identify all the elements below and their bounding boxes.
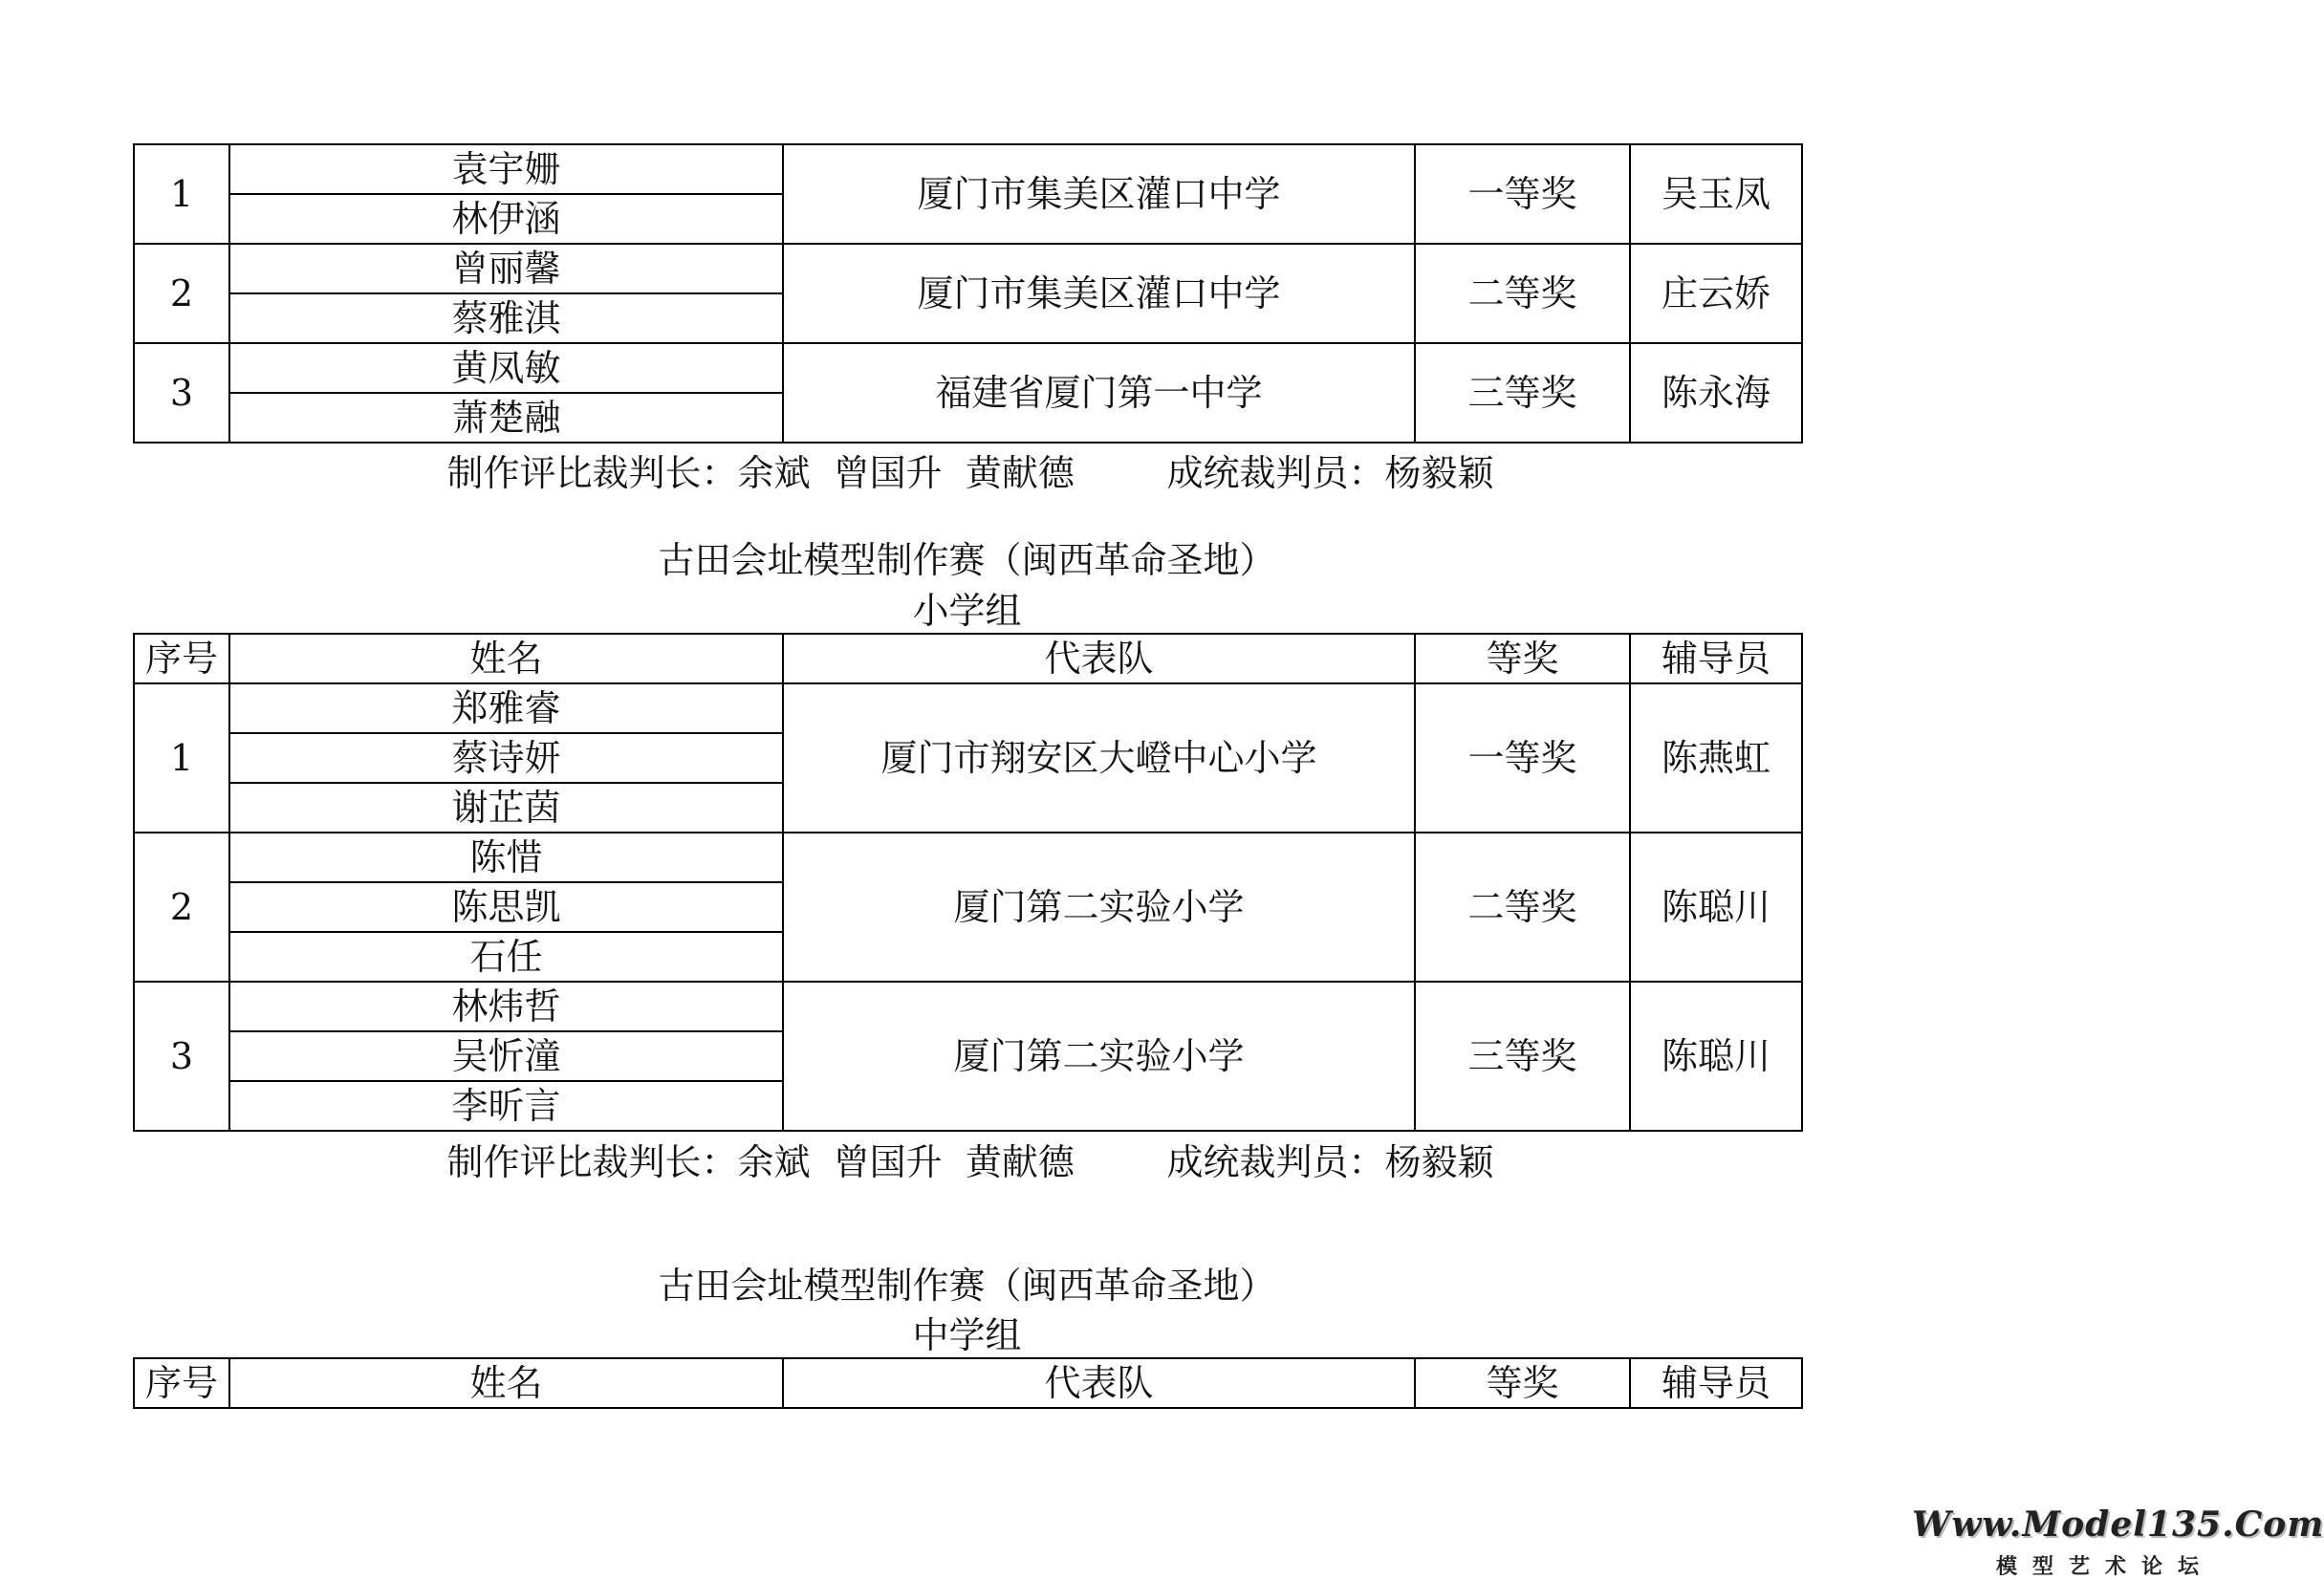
member-name: 陈思凯 — [229, 882, 783, 932]
team-name: 厦门市集美区灌口中学 — [783, 144, 1415, 244]
coach-name: 陈永海 — [1630, 343, 1802, 443]
table-row — [134, 833, 1802, 882]
section2-table — [133, 633, 1803, 1132]
coach-name: 庄云娇 — [1630, 244, 1802, 343]
member-name: 林伊涵 — [229, 194, 783, 244]
member-name: 郑雅睿 — [229, 683, 783, 733]
header-award: 等奖 — [1415, 1358, 1630, 1408]
header-coach: 辅导员 — [1630, 634, 1802, 683]
table-row — [134, 343, 1802, 393]
member-name: 石任 — [229, 932, 783, 982]
award-level: 三等奖 — [1415, 343, 1630, 443]
table-row — [134, 982, 1802, 1031]
judges-footer: 制作评比裁判长：余斌 曾国升 黄献德 成统裁判员：杨毅颖 — [446, 452, 1494, 494]
team-name: 厦门市翔安区大嶝中心小学 — [783, 683, 1415, 833]
team-name: 厦门第二实验小学 — [783, 982, 1415, 1131]
award-level: 二等奖 — [1415, 244, 1630, 343]
watermark-url: Www.Model135.Com — [1912, 1504, 2324, 1545]
member-name: 萧楚融 — [229, 393, 783, 443]
header-name: 姓名 — [229, 634, 783, 683]
row-number: 3 — [134, 343, 229, 443]
coach-name: 吴玉凤 — [1630, 144, 1802, 244]
section-subtitle: 小学组 — [912, 590, 1022, 632]
row-number: 1 — [134, 683, 229, 833]
member-name: 吴忻潼 — [229, 1031, 783, 1081]
award-level: 一等奖 — [1415, 144, 1630, 244]
header-coach: 辅导员 — [1630, 1358, 1802, 1408]
header-team: 代表队 — [783, 634, 1415, 683]
table-row — [134, 244, 1802, 293]
header-no: 序号 — [134, 634, 229, 683]
section-title: 古田会址模型制作赛（闽西革命圣地） — [658, 1265, 1276, 1307]
row-number: 1 — [134, 144, 229, 244]
row-number: 2 — [134, 244, 229, 343]
section-title: 古田会址模型制作赛（闽西革命圣地） — [658, 539, 1276, 581]
table-row — [134, 144, 1802, 194]
row-number: 3 — [134, 982, 229, 1131]
coach-name: 陈聪川 — [1630, 982, 1802, 1131]
table-header-row — [134, 1358, 1802, 1408]
table-header-row — [134, 634, 1802, 683]
member-name: 谢芷茵 — [229, 783, 783, 833]
team-name: 福建省厦门第一中学 — [783, 343, 1415, 443]
header-name: 姓名 — [229, 1358, 783, 1408]
award-level: 二等奖 — [1415, 833, 1630, 982]
member-name: 蔡诗妍 — [229, 733, 783, 783]
member-name: 陈惜 — [229, 833, 783, 882]
member-name: 蔡雅淇 — [229, 293, 783, 343]
judges-footer: 制作评比裁判长：余斌 曾国升 黄献德 成统裁判员：杨毅颖 — [446, 1141, 1494, 1183]
award-level: 三等奖 — [1415, 982, 1630, 1131]
member-name: 袁宇姗 — [229, 144, 783, 194]
member-name: 曾丽馨 — [229, 244, 783, 293]
header-award: 等奖 — [1415, 634, 1630, 683]
coach-name: 陈燕虹 — [1630, 683, 1802, 833]
award-level: 一等奖 — [1415, 683, 1630, 833]
header-no: 序号 — [134, 1358, 229, 1408]
row-number: 2 — [134, 833, 229, 982]
header-team: 代表队 — [783, 1358, 1415, 1408]
team-name: 厦门第二实验小学 — [783, 833, 1415, 982]
table-row — [134, 683, 1802, 733]
member-name: 林炜哲 — [229, 982, 783, 1031]
member-name: 李昕言 — [229, 1081, 783, 1131]
coach-name: 陈聪川 — [1630, 833, 1802, 982]
section1-table — [133, 143, 1803, 444]
member-name: 黄凤敏 — [229, 343, 783, 393]
watermark-caption: 模型艺术论坛 — [1995, 1554, 2214, 1579]
team-name: 厦门市集美区灌口中学 — [783, 244, 1415, 343]
section3-table — [133, 1357, 1803, 1409]
section-subtitle: 中学组 — [912, 1314, 1022, 1356]
